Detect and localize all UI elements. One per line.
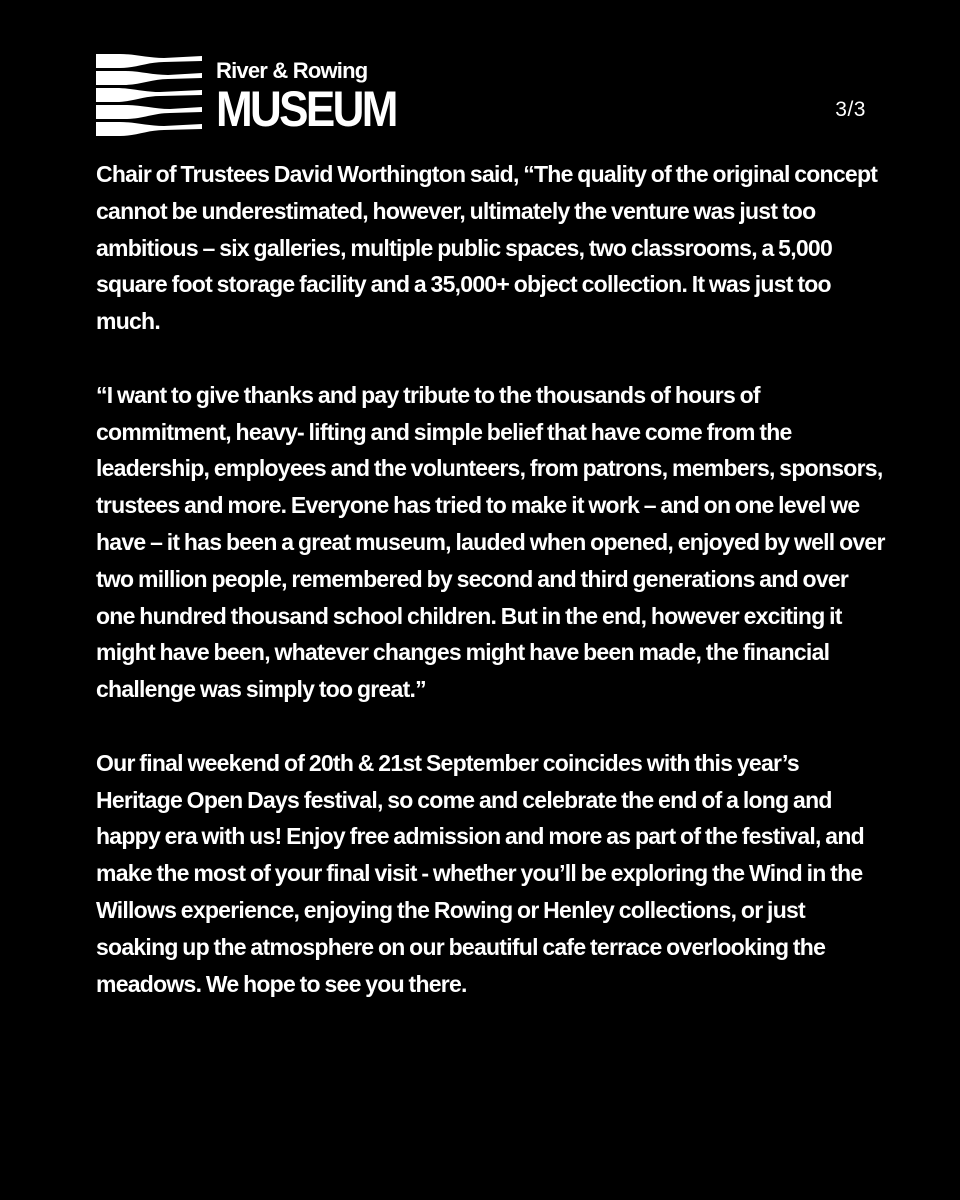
museum-logo	[96, 54, 420, 138]
statement-body	[96, 156, 886, 1002]
logo-name-line2: MUSEUM	[216, 81, 396, 137]
paragraph-final-weekend: Our final weekend of 20th & 21st September coincides with this year’s Heritage Open Days festival, so come and celebrate the end of a long and happy era with us! Enjoy free admission and more as part of the festival, and make the most of your final visit - whether you’ll be exploring the Wind in the Willows experience, enjoying the Rowing or Henley collections, or just soaking up the atmosphere on our beautiful cafe terrace overlooking the meadows. We hope to see you there.	[96, 749, 864, 997]
logo-name-line1: River & Rowing	[216, 58, 368, 83]
paragraph-tribute: “I want to give thanks and pay tribute to the thousands of hours of commitment, heavy- lifting and simple belief that have come from the leadership, employees and the volunteers, from patrons, members, sponsors, trustees and more. Everyone has tried to make it work – and on one level we have – it has been a great museum, lauded when opened, enjoyed by well over two million people, remembered by second and third generations and over one hundred thousand school children. But in the end, however exciting it might have been, whatever changes might have been made, the financial challenge was simply too great.”	[96, 381, 885, 703]
logo-wordmark	[216, 54, 420, 137]
page-indicator: 3/3	[835, 98, 866, 121]
header	[96, 54, 866, 138]
oars-logo-icon	[96, 54, 202, 136]
paragraph-chair-quote: Chair of Trustees David Worthington said, “The quality of the original concept cannot be underestimated, however, ultimately the venture was just too ambitious – six galleries, multiple public spaces, two classrooms, a 5,000 square foot storage facility and a 35,000+ object collection. It was just too much.	[96, 161, 878, 335]
